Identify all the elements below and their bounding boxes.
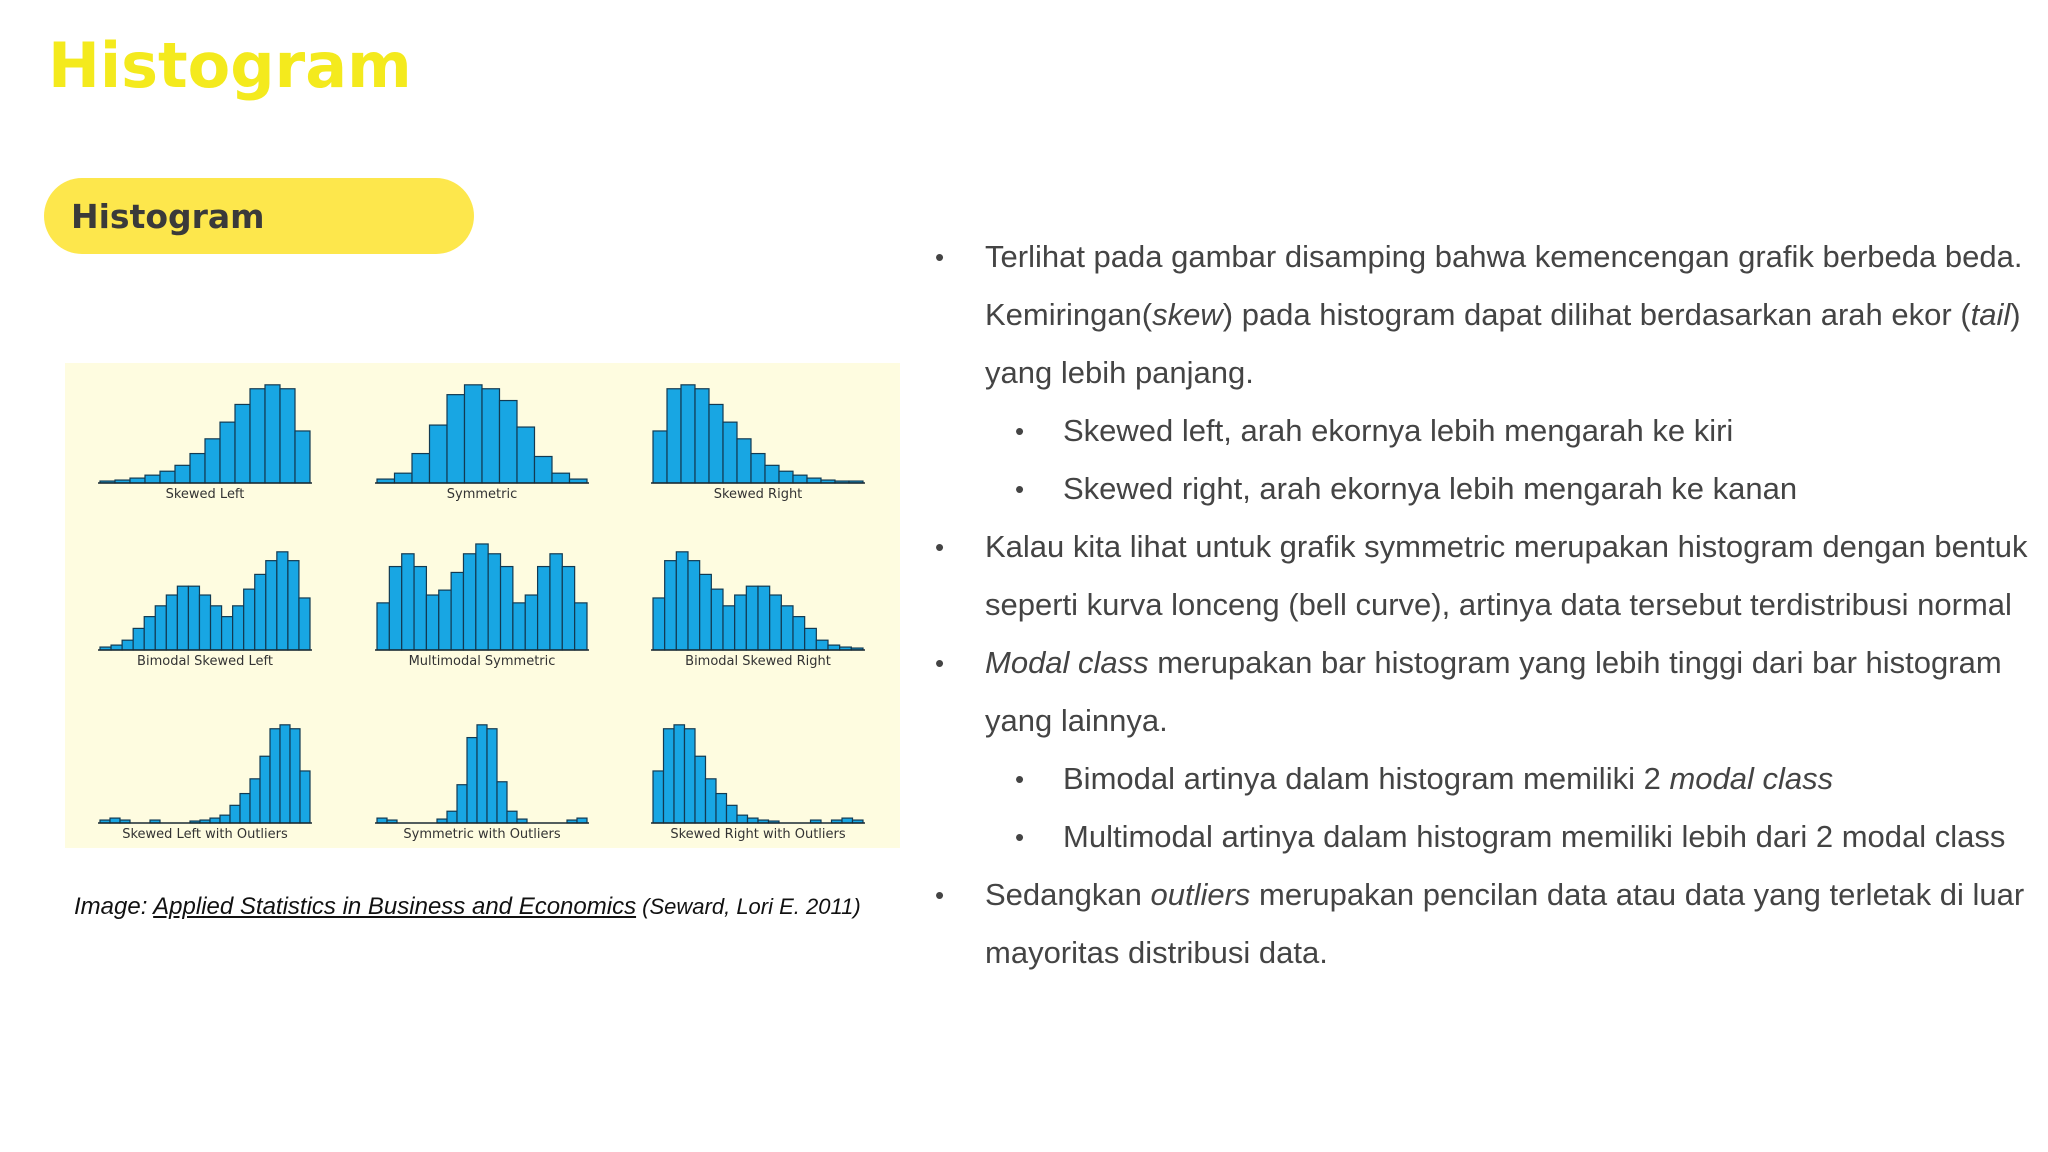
histogram-label: Symmetric with Outliers: [403, 827, 561, 842]
histogram-bar: [562, 567, 574, 650]
histogram-bar: [280, 725, 290, 823]
histogram-bar: [751, 454, 765, 483]
histogram-bar: [244, 589, 255, 650]
histogram-bar: [664, 729, 675, 823]
histogram-label: Skewed Right with Outliers: [670, 827, 846, 842]
histogram-bar: [160, 471, 175, 483]
histogram-bar: [500, 401, 518, 483]
histogram-bar: [463, 554, 475, 650]
sub-bullet-bimodal: • Bimodal artinya dalam histogram memiliki 2 modal class: [930, 750, 2030, 808]
histogram-bar: [145, 475, 160, 483]
histogram-bar: [711, 589, 723, 650]
histogram-bar: [467, 738, 477, 823]
image-caption: [74, 893, 954, 921]
histogram-bar: [166, 595, 177, 650]
histogram-bar: [816, 640, 828, 650]
caption-reference: (Seward, Lori E. 2011): [636, 894, 861, 919]
histogram-bar: [190, 454, 205, 483]
histogram-bar: [517, 427, 535, 483]
sub-bullet-multimodal: • Multimodal artinya dalam histogram memiliki lebih dari 2 modal class: [930, 808, 2030, 866]
histogram-bar: [133, 628, 144, 650]
histogram-bar: [465, 385, 483, 483]
histogram-bar: [188, 586, 199, 650]
histogram-bar: [447, 395, 465, 483]
histogram-bar: [737, 439, 751, 483]
histogram-bar: [451, 572, 463, 650]
histogram-bar: [535, 456, 553, 483]
histogram-bar: [706, 779, 717, 823]
histogram-bar: [290, 729, 300, 823]
histogram-bar: [222, 617, 233, 650]
term-tail: tail: [1970, 297, 2011, 332]
histogram-bar: [288, 561, 299, 650]
histogram-bar: [700, 574, 712, 650]
term-modal-class-2: modal class: [1669, 761, 1834, 796]
histogram-bar: [793, 475, 807, 483]
histogram-bar: [653, 598, 665, 650]
histogram-bar: [220, 422, 235, 483]
histogram-bar: [667, 389, 681, 483]
histogram-bar: [240, 794, 250, 823]
histogram-bar: [235, 404, 250, 483]
histogram-bar: [300, 771, 310, 823]
histogram-bar: [723, 606, 735, 650]
histogram-bar: [665, 561, 677, 650]
histogram-bar: [737, 815, 748, 823]
bullet-outliers: • Sedangkan outliers merupakan pencilan data atau data yang terletak di luar mayoritas distribusi data.: [930, 866, 2030, 982]
histogram-bar: [439, 590, 451, 650]
histogram-bar: [270, 729, 280, 823]
histogram-bar: [389, 567, 401, 650]
histogram-label: Bimodal Skewed Left: [137, 654, 273, 669]
sub-bullet-skewed-left: • Skewed left, arah ekornya lebih mengarah ke kiri: [930, 402, 2030, 460]
histogram-bar: [653, 771, 664, 823]
histogram-label: Skewed Right: [713, 487, 803, 502]
bullet-modal-class: • Modal class merupakan bar histogram yang lebih tinggi dari bar histogram yang lainnya.: [930, 634, 2030, 750]
histogram-bar: [175, 465, 190, 483]
histogram-bar: [709, 404, 723, 483]
histogram-bar: [487, 729, 497, 823]
histogram-bar: [377, 603, 389, 650]
histogram-bar: [805, 628, 817, 650]
histogram-bar: [477, 725, 487, 823]
histogram-grid-chart: [65, 363, 900, 848]
histogram-label: Symmetric: [446, 487, 518, 502]
histogram-bar: [265, 385, 280, 483]
histogram-bar: [488, 554, 500, 650]
histogram-bar: [205, 439, 220, 483]
histogram-bar: [552, 473, 570, 483]
bullet-skew: • Terlihat pada gambar disamping bahwa kemencengan grafik berbeda beda. Kemiringan(skew) pada histogram dapat dilihat berdasarkan arah ekor (tail) yang lebih panjang.: [930, 228, 2030, 402]
histogram-bar: [779, 471, 793, 483]
histogram-bar: [695, 389, 709, 483]
histogram-bar: [525, 595, 537, 650]
sub-bullet-skewed-right: • Skewed right, arah ekornya lebih mengarah ke kanan: [930, 460, 2030, 518]
histogram-bar: [765, 465, 779, 483]
histogram-bar: [688, 561, 700, 650]
histogram-bar: [295, 431, 310, 483]
histogram-bar: [230, 805, 240, 823]
histogram-label: Skewed Left: [165, 487, 245, 502]
histogram-bar: [220, 815, 230, 823]
histogram-bar: [412, 454, 430, 483]
histogram-bar: [402, 554, 414, 650]
histogram-bar: [250, 779, 260, 823]
histogram-bar: [681, 385, 695, 483]
histogram-bar: [177, 586, 188, 650]
histogram-bar: [144, 617, 155, 650]
term-skew: skew: [1152, 297, 1223, 332]
histogram-bar: [447, 811, 457, 823]
histogram-bar: [550, 554, 562, 650]
histogram-bar: [653, 431, 667, 483]
histogram-bar: [538, 567, 550, 650]
histogram-label: Multimodal Symmetric: [408, 654, 556, 669]
section-label-pill: [44, 178, 474, 254]
histogram-bar: [260, 756, 270, 823]
caption-source-link[interactable]: Applied Statistics in Business and Economics: [153, 893, 637, 920]
histogram-bar: [430, 425, 448, 483]
histogram-bar: [723, 422, 737, 483]
histogram-bar: [575, 603, 587, 650]
histogram-bar: [414, 567, 426, 650]
histogram-bar: [211, 606, 222, 650]
bullet-symmetric: • Kalau kita lihat untuk grafik symmetric merupakan histogram dengan bentuk seperti kurva lonceng (bell curve), artinya data tersebut terdistribusi normal: [930, 518, 2030, 634]
histogram-bar: [250, 389, 265, 483]
histogram-bar: [735, 595, 747, 650]
histogram-bar: [255, 574, 266, 650]
explanation-bullets: [930, 228, 2030, 982]
section-label: Histogram: [71, 196, 265, 236]
page-title: Histogram: [48, 29, 412, 102]
caption-prefix: Image:: [74, 893, 154, 920]
histogram-bar: [507, 811, 517, 823]
histogram-bar: [199, 595, 210, 650]
histogram-bar: [395, 473, 413, 483]
histogram-bar: [233, 606, 244, 650]
histogram-bar: [770, 595, 782, 650]
histogram-bar: [781, 606, 793, 650]
histogram-bar: [674, 725, 685, 823]
histogram-bar: [280, 389, 295, 483]
histogram-bar: [513, 603, 525, 650]
histogram-bar: [793, 617, 805, 650]
histogram-bar: [299, 598, 310, 650]
histogram-bar: [155, 606, 166, 650]
histogram-bar: [457, 785, 467, 823]
histogram-bar: [716, 794, 727, 823]
histogram-bar: [758, 586, 770, 650]
histogram-bar: [695, 756, 706, 823]
histogram-bar: [266, 561, 277, 650]
histogram-bar: [122, 640, 133, 650]
histogram-label: Bimodal Skewed Right: [685, 654, 831, 669]
histogram-bar: [497, 782, 507, 823]
histogram-bar: [476, 544, 488, 650]
histogram-bar: [685, 729, 696, 823]
histogram-bar: [501, 567, 513, 650]
term-modal-class: Modal class: [985, 645, 1149, 680]
histogram-bar: [277, 552, 288, 650]
term-outliers: outliers: [1150, 877, 1251, 912]
histogram-bar: [727, 805, 738, 823]
histogram-bar: [426, 595, 438, 650]
histogram-label: Skewed Left with Outliers: [122, 827, 288, 842]
histogram-figure: [65, 363, 900, 848]
histogram-bar: [676, 552, 688, 650]
histogram-bar: [482, 389, 500, 483]
histogram-bar: [746, 586, 758, 650]
